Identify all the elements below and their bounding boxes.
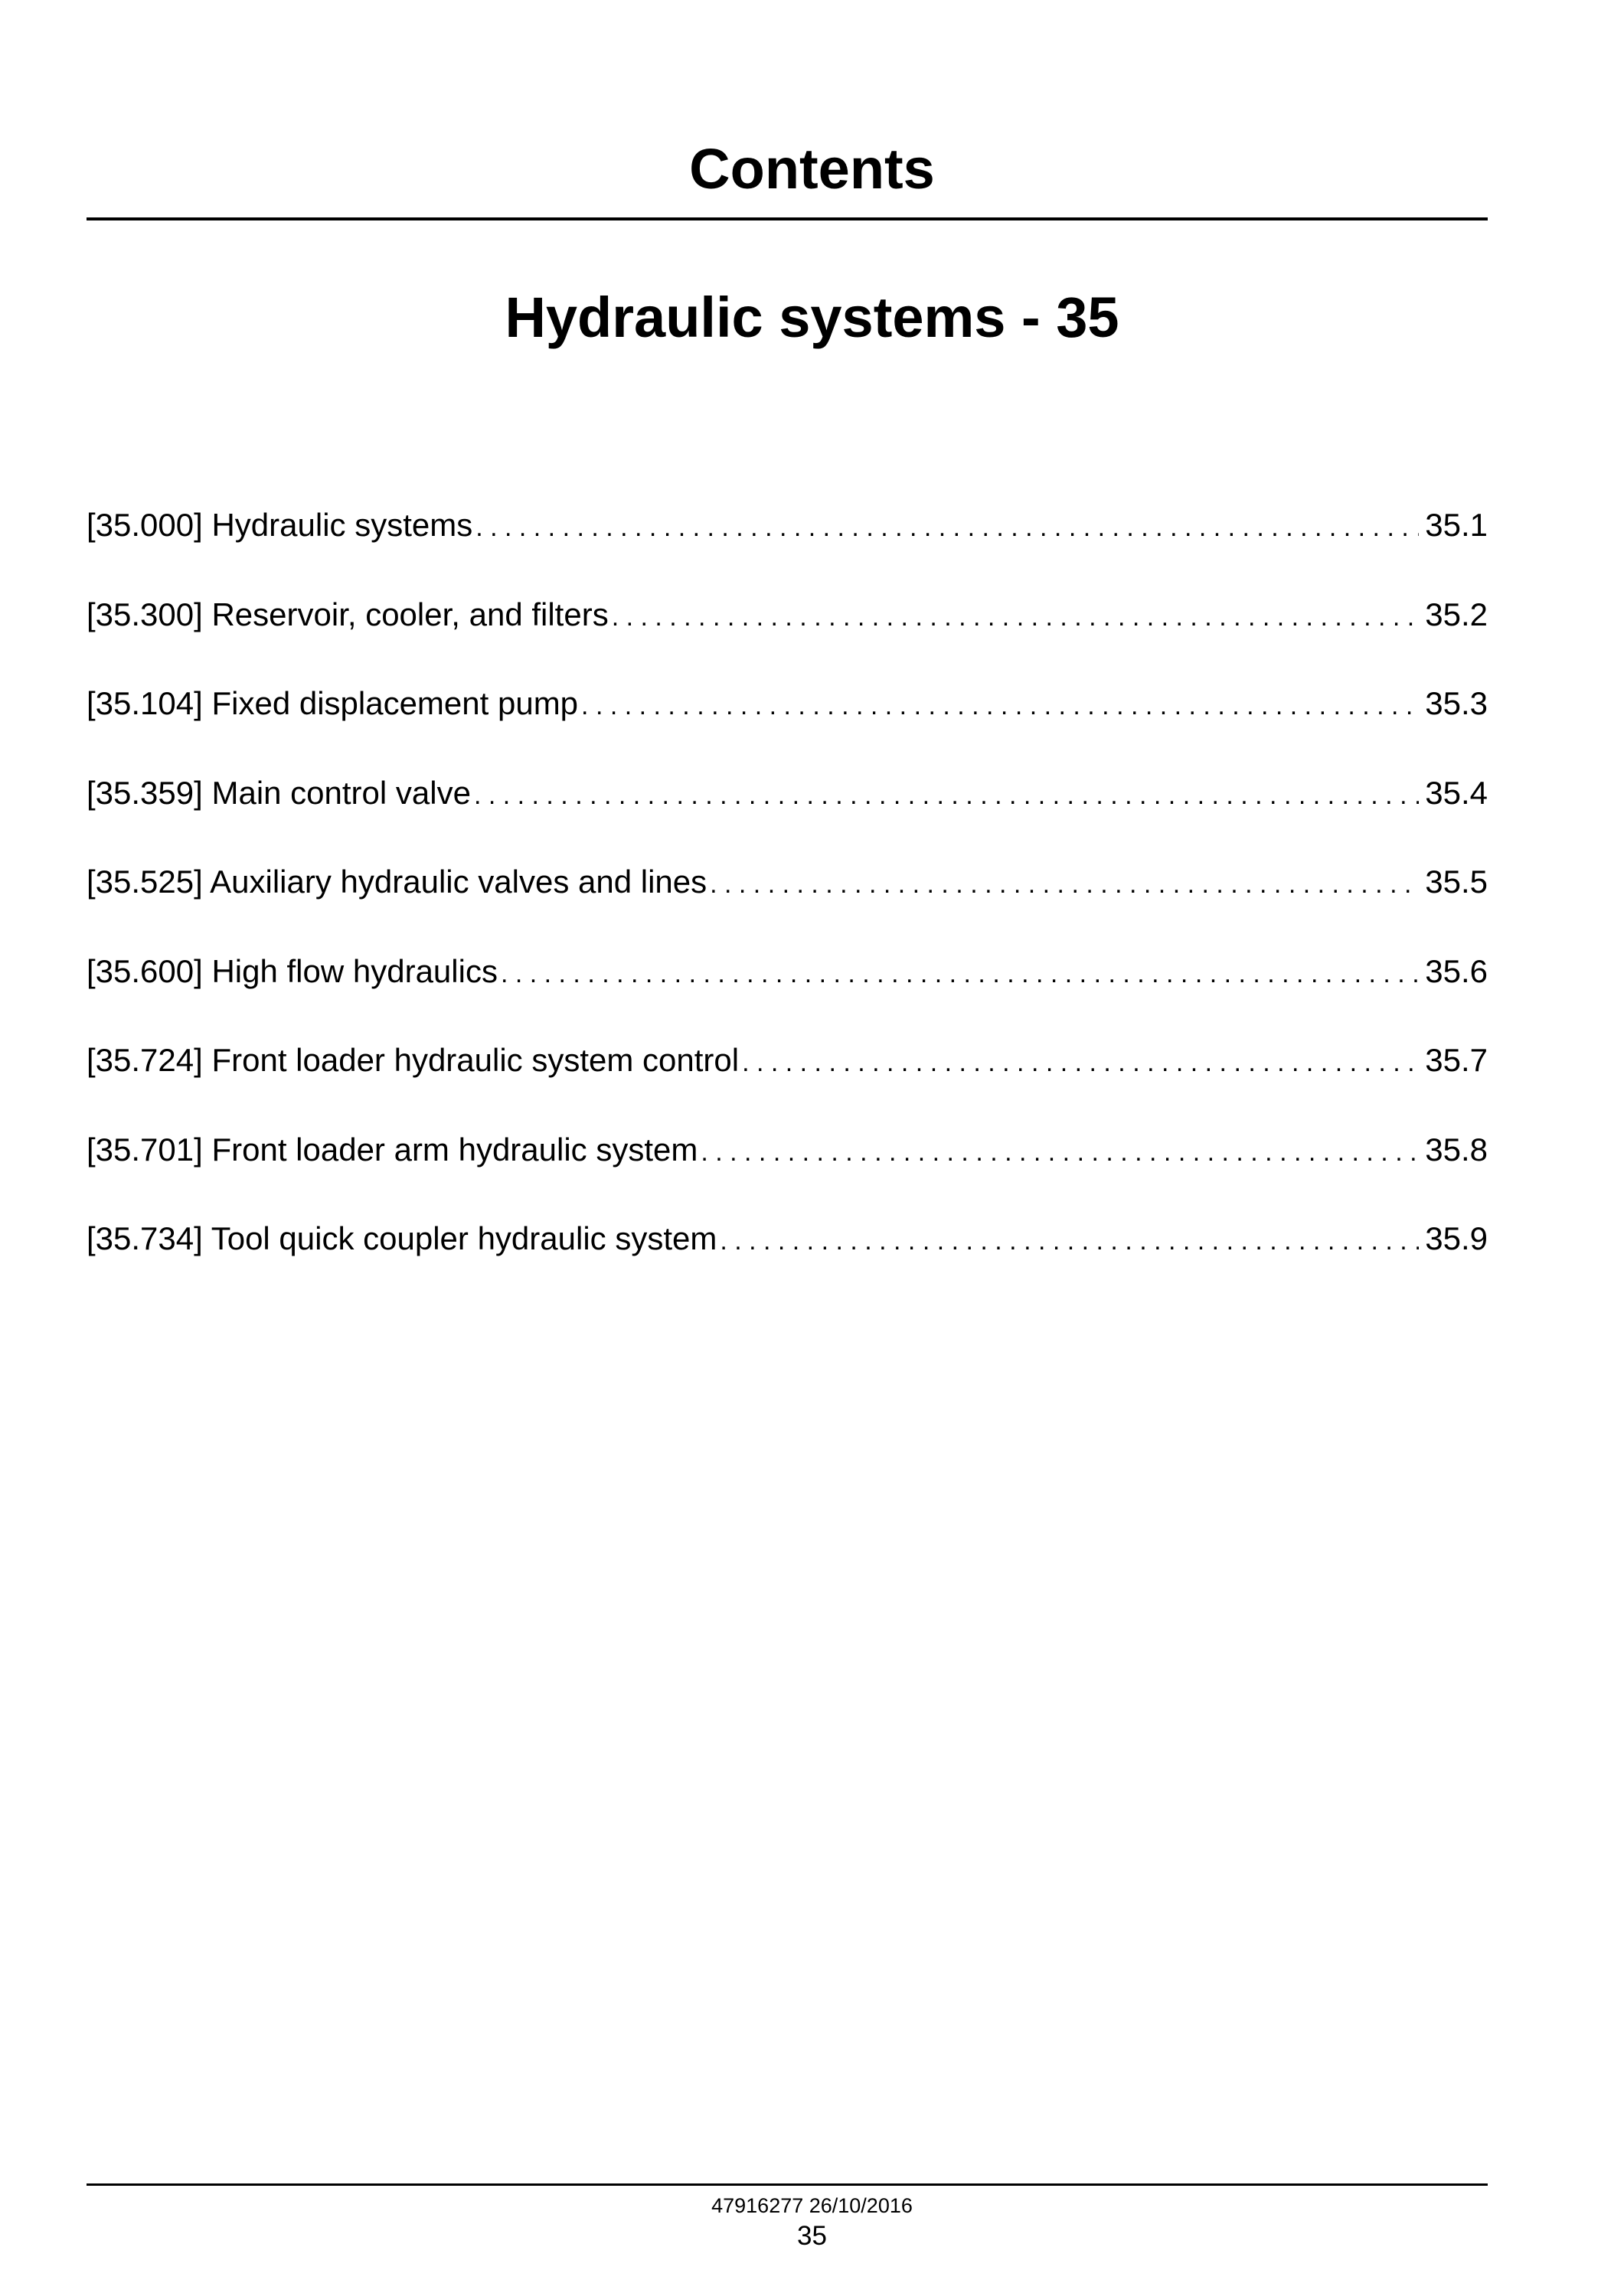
dot-leader [742,1041,1419,1084]
toc-entry-page: 35.3 [1425,685,1488,721]
footer-page-number: 35 [797,2221,827,2251]
page-title: Contents [689,137,935,201]
toc-entry-label: [35.734] Tool quick coupler hydraulic system [87,1220,717,1256]
toc-entry-35-525[interactable] [87,861,1488,950]
toc-entry-label: [35.359] Main control valve [87,774,471,811]
table-of-contents [87,504,1488,1307]
toc-entry-page: 35.7 [1425,1042,1488,1078]
toc-entry-label: [35.724] Front loader hydraulic system control [87,1042,740,1078]
dot-leader [710,863,1419,906]
dot-leader [720,1220,1419,1262]
dot-leader [581,684,1419,727]
toc-entry-35-359[interactable] [87,772,1488,861]
dot-leader [475,506,1419,549]
footer-divider [87,2183,1488,2186]
toc-entry-label: [35.104] Fixed displacement pump [87,685,579,721]
toc-entry-page: 35.8 [1425,1131,1488,1168]
toc-entry-35-734[interactable] [87,1217,1488,1307]
toc-entry-label: [35.701] Front loader arm hydraulic system [87,1131,698,1168]
toc-entry-page: 35.1 [1425,507,1488,543]
toc-entry-label: [35.300] Reservoir, cooler, and filters [87,596,609,632]
toc-entry-35-701[interactable] [87,1128,1488,1218]
footer-document-id: 47916277 26/10/2016 [711,2194,913,2217]
section-title: Hydraulic systems - 35 [505,286,1119,349]
toc-entry-35-300[interactable] [87,593,1488,683]
header-divider [87,217,1488,220]
toc-entry-label: [35.525] Auxiliary hydraulic valves and lines [87,864,707,900]
toc-entry-35-724[interactable] [87,1039,1488,1128]
toc-entry-page: 35.4 [1425,774,1488,811]
dot-leader [612,596,1420,639]
toc-entry-page: 35.2 [1425,596,1488,632]
toc-entry-label: [35.000] Hydraulic systems [87,507,473,543]
toc-entry-35-000[interactable] [87,504,1488,593]
toc-entry-page: 35.6 [1425,952,1488,989]
dot-leader [474,774,1419,817]
toc-entry-35-600[interactable] [87,950,1488,1040]
toc-entry-label: [35.600] High flow hydraulics [87,952,498,989]
dot-leader [501,952,1419,995]
dot-leader [701,1131,1419,1174]
toc-entry-35-104[interactable] [87,682,1488,772]
toc-entry-page: 35.9 [1425,1220,1488,1256]
toc-entry-page: 35.5 [1425,864,1488,900]
